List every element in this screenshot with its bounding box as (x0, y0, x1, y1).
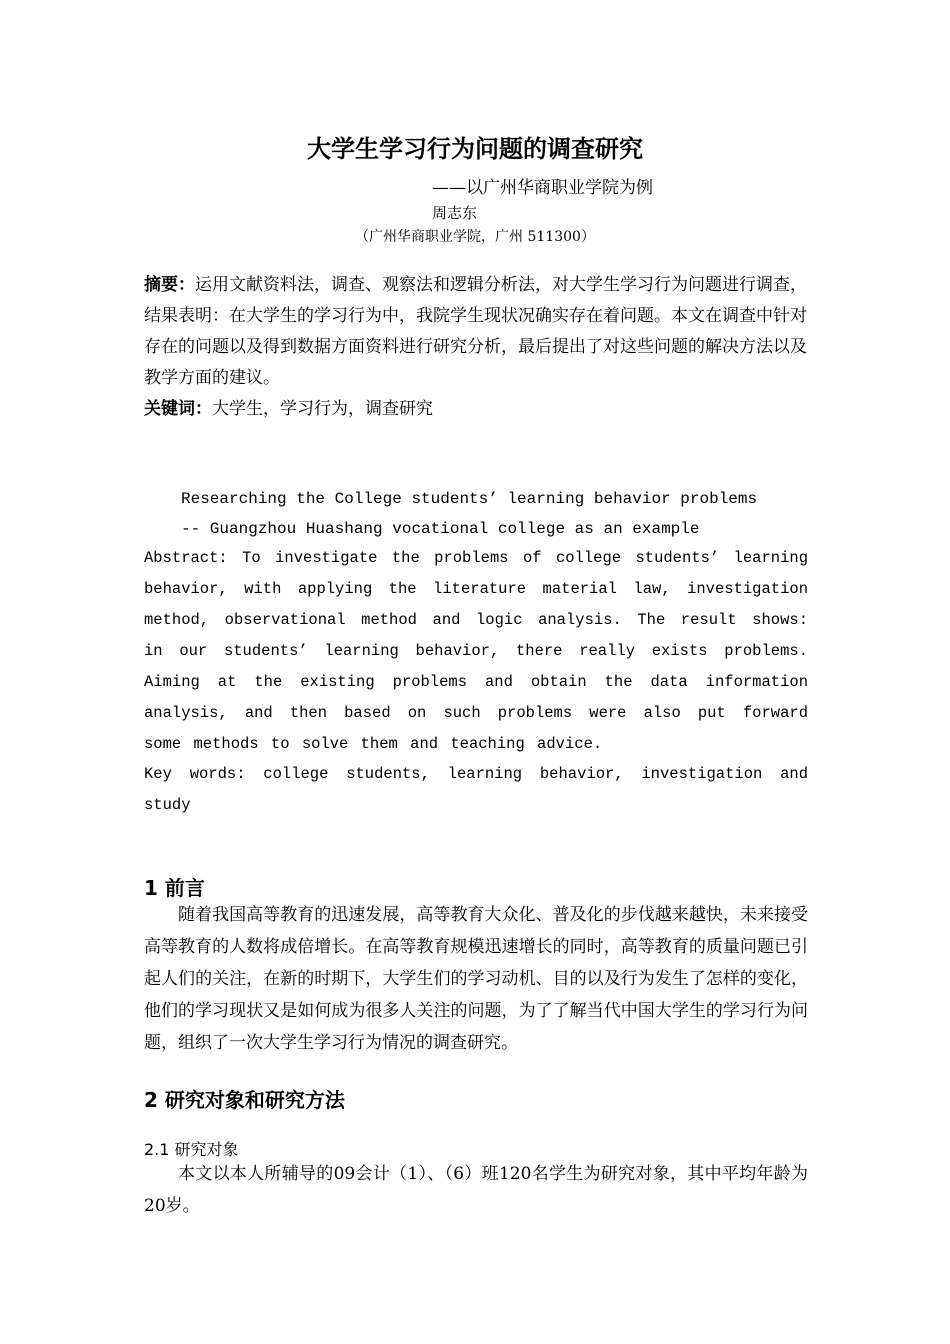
keywords-en-label: Key words: (144, 765, 246, 783)
paper-subtitle: ——以广州华商职业学院为例 (432, 178, 653, 198)
abstract-en-text: To investigate the problems of college students’ learning behavior, with applying the literature material law, investigation method, observational method and logic analysis. The result shows: in our students’ learning behavior, there really exists problems. Aiming at the existing problems and obtain the data information analysis, and then based on such problems were also put forward some methods to solve them and teaching advice. (144, 549, 808, 753)
keywords-en-text: college students, learning behavior, investigation and study (144, 765, 808, 814)
abstract-en-label: Abstract: (144, 549, 228, 567)
paper-author: 周志东 (432, 204, 478, 222)
paper-title: 大学生学习行为问题的调查研究 (307, 135, 643, 163)
keywords-en (144, 759, 808, 821)
abstract-en (144, 543, 808, 760)
keywords-cn-text: 大学生，学习行为，调查研究 (212, 399, 433, 419)
abstract-cn (144, 270, 808, 394)
section-2-heading: 2 研究对象和研究方法 (144, 1088, 345, 1112)
english-title-line2: -- Guangzhou Huashang vocational college as an example (181, 520, 700, 538)
abstract-cn-text: 运用文献资料法，调查、观察法和逻辑分析法，对大学生学习行为问题进行调查，结果表明：在大学生的学习行为中，我院学生现状况确实存在着问题。本文在调查中针对存在的问题以及得到数据方面资料进行研究分析，最后提出了对这些问题的解决方法以及教学方面的建议。 (144, 275, 807, 388)
section-1-paragraph: 随着我国高等教育的迅速发展，高等教育大众化、普及化的步伐越来越快，未来接受高等教育的人数将成倍增长。在高等教育规模迅速增长的同时，高等教育的质量问题已引起人们的关注，在新的时期下，大学生们的学习动机、目的以及行为发生了怎样的变化，他们的学习现状又是如何成为很多人关注的问题，为了了解当代中国大学生的学习行为问题，组织了一次大学生学习行为情况的调查研究。 (144, 905, 808, 1053)
abstract-cn-label: 摘要： (144, 275, 195, 295)
section-1-heading: 1 前言 (144, 876, 205, 900)
keywords-cn-label: 关键词： (144, 399, 212, 419)
english-title-line1: Researching the College students’ learning behavior problems (181, 490, 758, 508)
section-2-1-heading: 2.1 研究对象 (144, 1140, 239, 1159)
paper-affiliation: （广州华商职业学院，广州 511300） (355, 229, 595, 245)
section-2-1-paragraph: 本文以本人所辅导的09会计（1）、（6）班120名学生为研究对象，其中平均年龄为20岁。 (144, 1164, 808, 1216)
keywords-cn (144, 394, 808, 425)
